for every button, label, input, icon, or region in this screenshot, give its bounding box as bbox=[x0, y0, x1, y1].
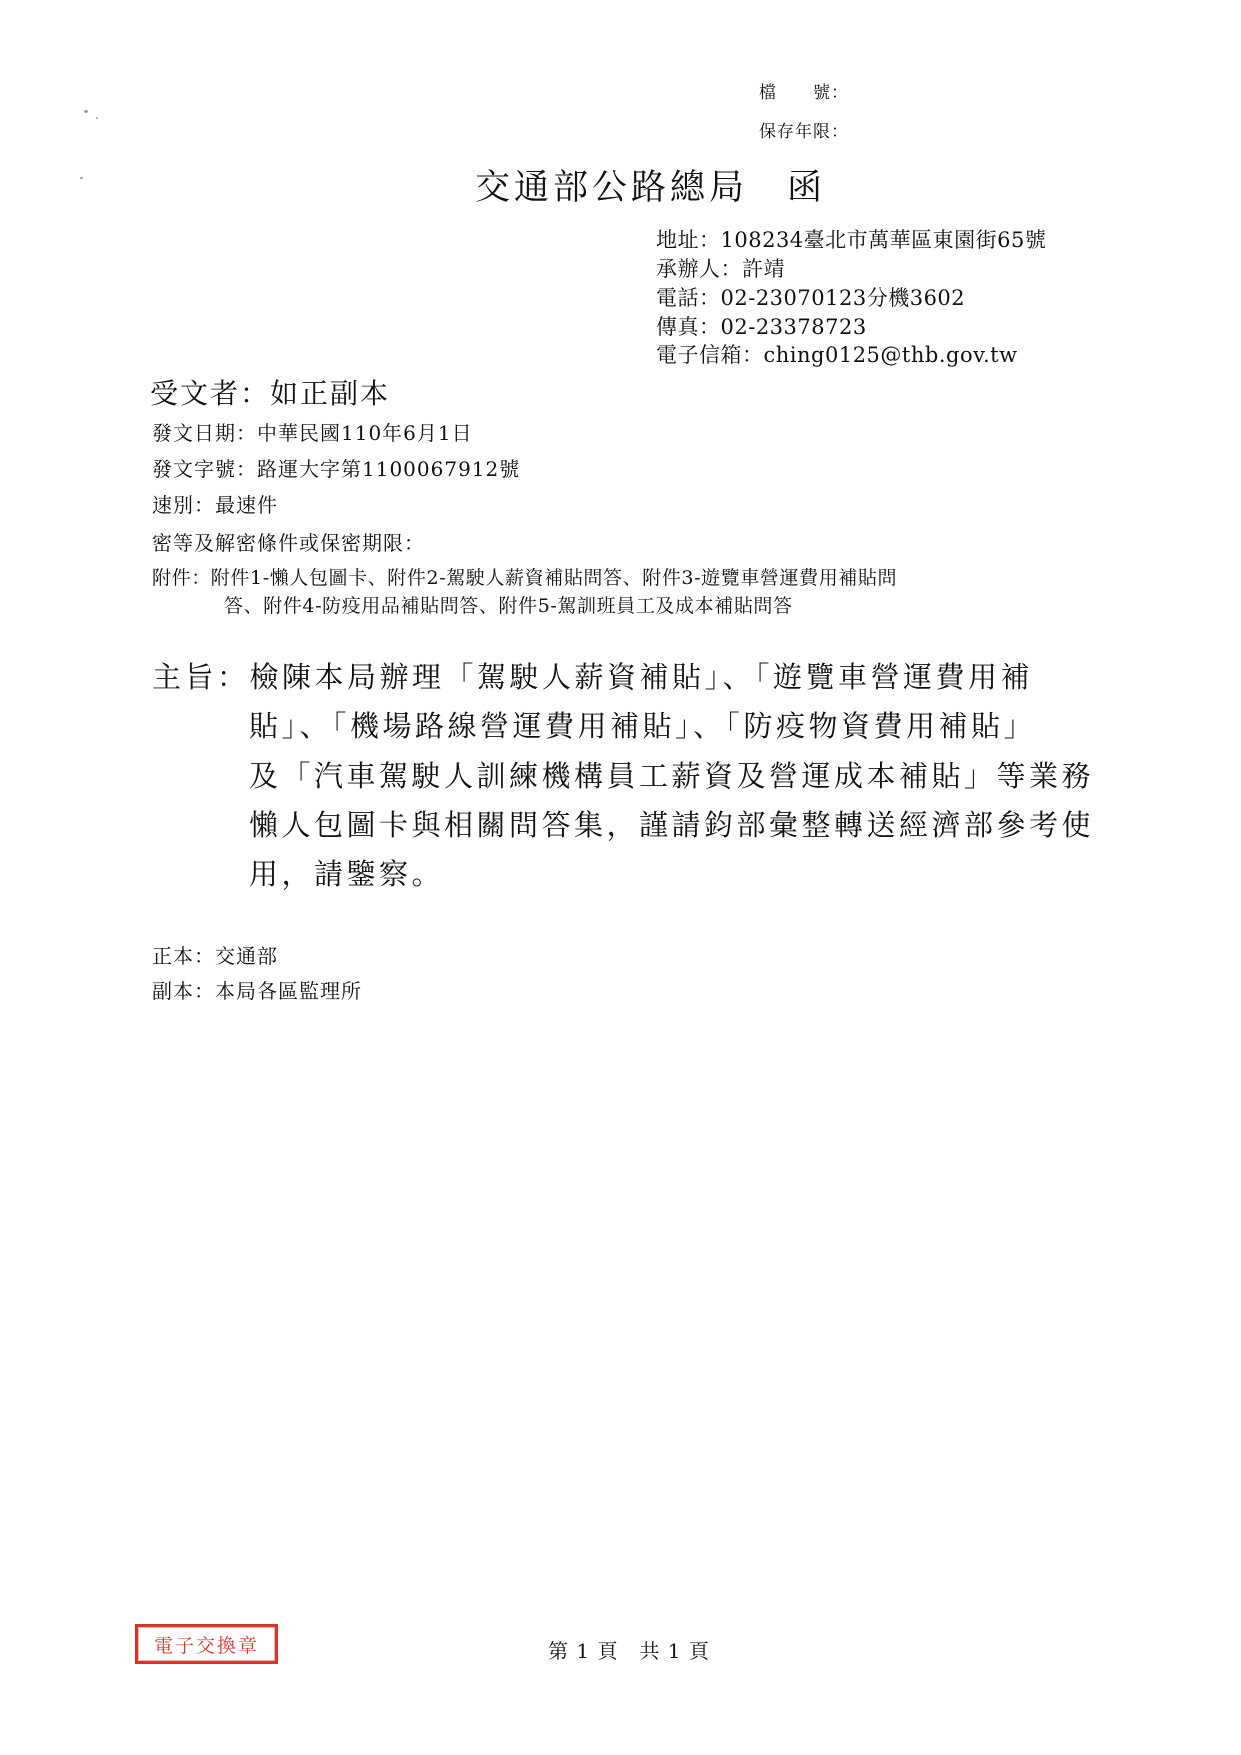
stamp-text: 電子交換章 bbox=[153, 1634, 259, 1657]
scan-speck bbox=[96, 117, 98, 119]
contact-handler: 承辦人：許靖 bbox=[656, 257, 785, 281]
secrecy-level: 密等及解密條件或保密期限： bbox=[152, 531, 425, 555]
page-number: 第 1 頁 共 1 頁 bbox=[548, 1639, 710, 1663]
electronic-exchange-stamp bbox=[135, 1624, 278, 1664]
contact-email: 電子信箱：ching0125@thb.gov.tw bbox=[656, 343, 1018, 367]
subject-line-1: 主旨：檢陳本局辦理「駕駛人薪資補貼」、「遊覽車營運費用補 bbox=[152, 660, 1034, 694]
carbon-copy: 副本：本局各區監理所 bbox=[152, 979, 362, 1003]
document-number: 發文字號：路運大字第1100067912號 bbox=[152, 457, 521, 481]
contact-phone: 電話：02-23070123分機3602 bbox=[656, 286, 966, 310]
scan-speck bbox=[84, 110, 88, 113]
subject-line-4: 懶人包圖卡與相關問答集，謹請鈞部彙整轉送經濟部參考使 bbox=[249, 808, 1095, 842]
retention-period-label: 保存年限： bbox=[759, 122, 849, 142]
subject-line-3: 及「汽車駕駛人訓練機構員工薪資及營運成本補貼」等業務 bbox=[249, 759, 1095, 793]
contact-fax: 傳真：02-23378723 bbox=[656, 315, 867, 339]
subject-line-5: 用，請鑒察。 bbox=[249, 857, 445, 891]
document-title: 交通部公路總局 函 bbox=[475, 168, 827, 208]
attachments-line-1: 附件：附件1-懶人包圖卡、附件2-駕駛人薪資補貼問答、附件3-遊覽車營運費用補貼問 bbox=[152, 567, 898, 589]
file-number-label: 檔 號： bbox=[759, 83, 849, 103]
speed-category: 速別：最速件 bbox=[152, 493, 278, 517]
original-copy: 正本：交通部 bbox=[152, 944, 278, 968]
scan-speck bbox=[80, 177, 83, 179]
attachments-line-2: 答、附件4-防疫用品補貼問答、附件5-駕訓班員工及成本補貼問答 bbox=[224, 595, 793, 617]
recipient: 受文者：如正副本 bbox=[150, 377, 391, 410]
issue-date: 發文日期：中華民國110年6月1日 bbox=[152, 421, 473, 445]
subject-line-2: 貼」、「機場路線營運費用補貼」、「防疫物資費用補貼」 bbox=[249, 709, 1037, 743]
contact-address: 地址：108234臺北市萬華區東園街65號 bbox=[656, 228, 1047, 252]
